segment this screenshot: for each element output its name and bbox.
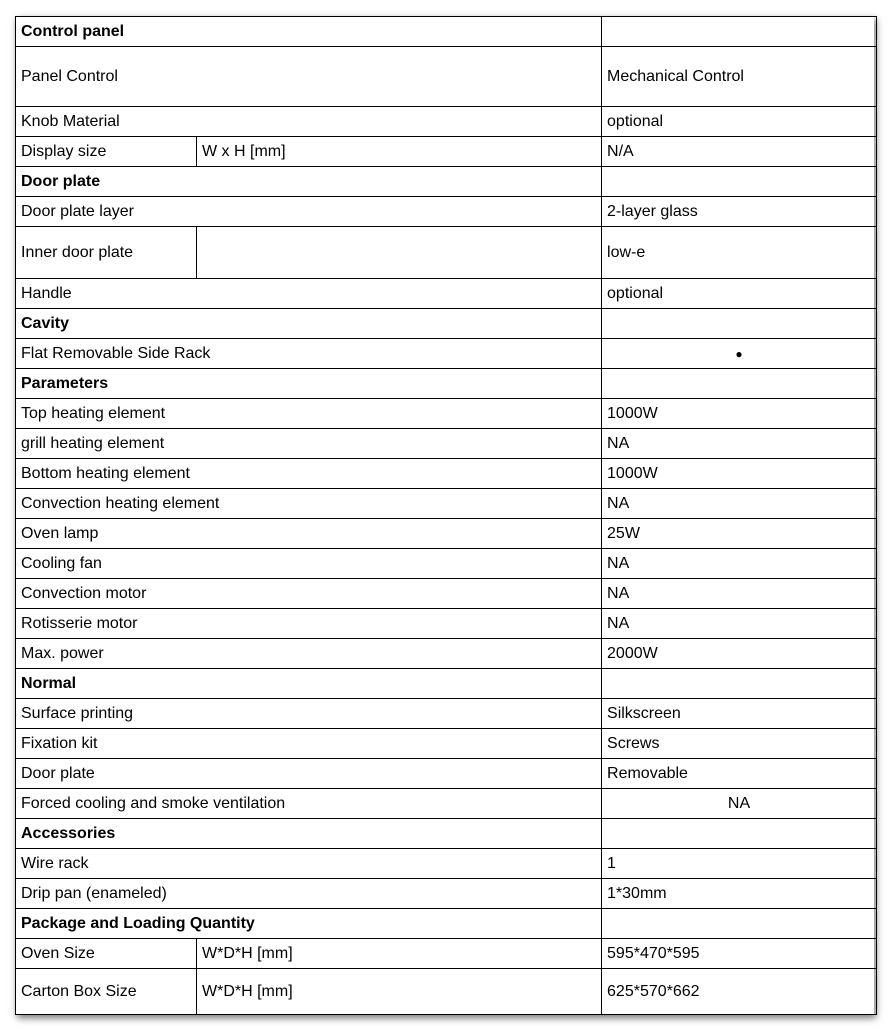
row-value: N/A (602, 137, 877, 167)
empty-cell (602, 369, 877, 399)
section-row-accessories (16, 819, 877, 849)
row-value: Screws (602, 729, 877, 759)
row-value: optional (602, 279, 877, 309)
row-label: Drip pan (enameled) (16, 879, 602, 909)
empty-cell (602, 17, 877, 47)
row-unit: W*D*H [mm] (197, 939, 602, 969)
row-label: Top heating element (16, 399, 602, 429)
table-row (16, 489, 877, 519)
table-row (16, 939, 877, 969)
empty-cell (602, 309, 877, 339)
table-row (16, 759, 877, 789)
empty-cell (602, 819, 877, 849)
row-label: Panel Control (16, 47, 602, 107)
table-row (16, 969, 877, 1015)
row-value: optional (602, 107, 877, 137)
empty-cell (602, 909, 877, 939)
row-value: 1 (602, 849, 877, 879)
row-label: Knob Material (16, 107, 602, 137)
row-value: NA (602, 549, 877, 579)
row-value: 1*30mm (602, 879, 877, 909)
table-row (16, 579, 877, 609)
row-label: Carton Box Size (16, 969, 197, 1015)
empty-cell (197, 227, 602, 279)
row-label: Display size (16, 137, 197, 167)
row-label: Handle (16, 279, 602, 309)
row-value: Removable (602, 759, 877, 789)
row-label: Convection heating element (16, 489, 602, 519)
table-row (16, 879, 877, 909)
row-label: Fixation kit (16, 729, 602, 759)
table-row (16, 279, 877, 309)
row-value: low-e (602, 227, 877, 279)
row-label: Wire rack (16, 849, 602, 879)
row-label: Convection motor (16, 579, 602, 609)
table-row (16, 339, 877, 369)
row-label: Door plate layer (16, 197, 602, 227)
row-value: NA (602, 789, 877, 819)
row-label: Rotisserie motor (16, 609, 602, 639)
row-value: NA (602, 489, 877, 519)
section-title-control-panel: Control panel (16, 17, 602, 47)
row-value: NA (602, 609, 877, 639)
table-row (16, 399, 877, 429)
table-row (16, 137, 877, 167)
row-value: 2-layer glass (602, 197, 877, 227)
empty-cell (602, 669, 877, 699)
section-title-cavity: Cavity (16, 309, 602, 339)
spec-table (15, 16, 877, 1015)
section-row-door-plate (16, 167, 877, 197)
table-row (16, 429, 877, 459)
table-row (16, 549, 877, 579)
table-row (16, 849, 877, 879)
section-title-parameters: Parameters (16, 369, 602, 399)
section-row-package (16, 909, 877, 939)
table-row (16, 519, 877, 549)
row-label: Bottom heating element (16, 459, 602, 489)
bullet-mark: ● (602, 339, 877, 369)
empty-cell (602, 167, 877, 197)
row-label: Flat Removable Side Rack (16, 339, 602, 369)
section-row-normal (16, 669, 877, 699)
section-title-normal: Normal (16, 669, 602, 699)
row-label: Max. power (16, 639, 602, 669)
row-value: 625*570*662 (602, 969, 877, 1015)
row-label: Surface printing (16, 699, 602, 729)
table-row (16, 639, 877, 669)
row-value: 1000W (602, 459, 877, 489)
row-label: Forced cooling and smoke ventilation (16, 789, 602, 819)
row-label: Oven Size (16, 939, 197, 969)
row-value: 1000W (602, 399, 877, 429)
row-value: 25W (602, 519, 877, 549)
table-row (16, 227, 877, 279)
row-value: NA (602, 429, 877, 459)
table-row (16, 609, 877, 639)
table-row (16, 699, 877, 729)
row-value: 2000W (602, 639, 877, 669)
section-title-accessories: Accessories (16, 819, 602, 849)
row-value: Silkscreen (602, 699, 877, 729)
table-row (16, 197, 877, 227)
row-label: Oven lamp (16, 519, 602, 549)
table-row (16, 729, 877, 759)
row-label: Inner door plate (16, 227, 197, 279)
row-unit: W*D*H [mm] (197, 969, 602, 1015)
row-value: NA (602, 579, 877, 609)
row-unit: W x H [mm] (197, 137, 602, 167)
row-label: Door plate (16, 759, 602, 789)
row-label: grill heating element (16, 429, 602, 459)
table-row (16, 47, 877, 107)
section-title-package: Package and Loading Quantity (16, 909, 602, 939)
row-value: Mechanical Control (602, 47, 877, 107)
section-row-cavity (16, 309, 877, 339)
table-row (16, 107, 877, 137)
table-row (16, 789, 877, 819)
row-label: Cooling fan (16, 549, 602, 579)
section-title-door-plate: Door plate (16, 167, 602, 197)
section-row-control-panel (16, 17, 877, 47)
row-value: 595*470*595 (602, 939, 877, 969)
section-row-parameters (16, 369, 877, 399)
table-row (16, 459, 877, 489)
